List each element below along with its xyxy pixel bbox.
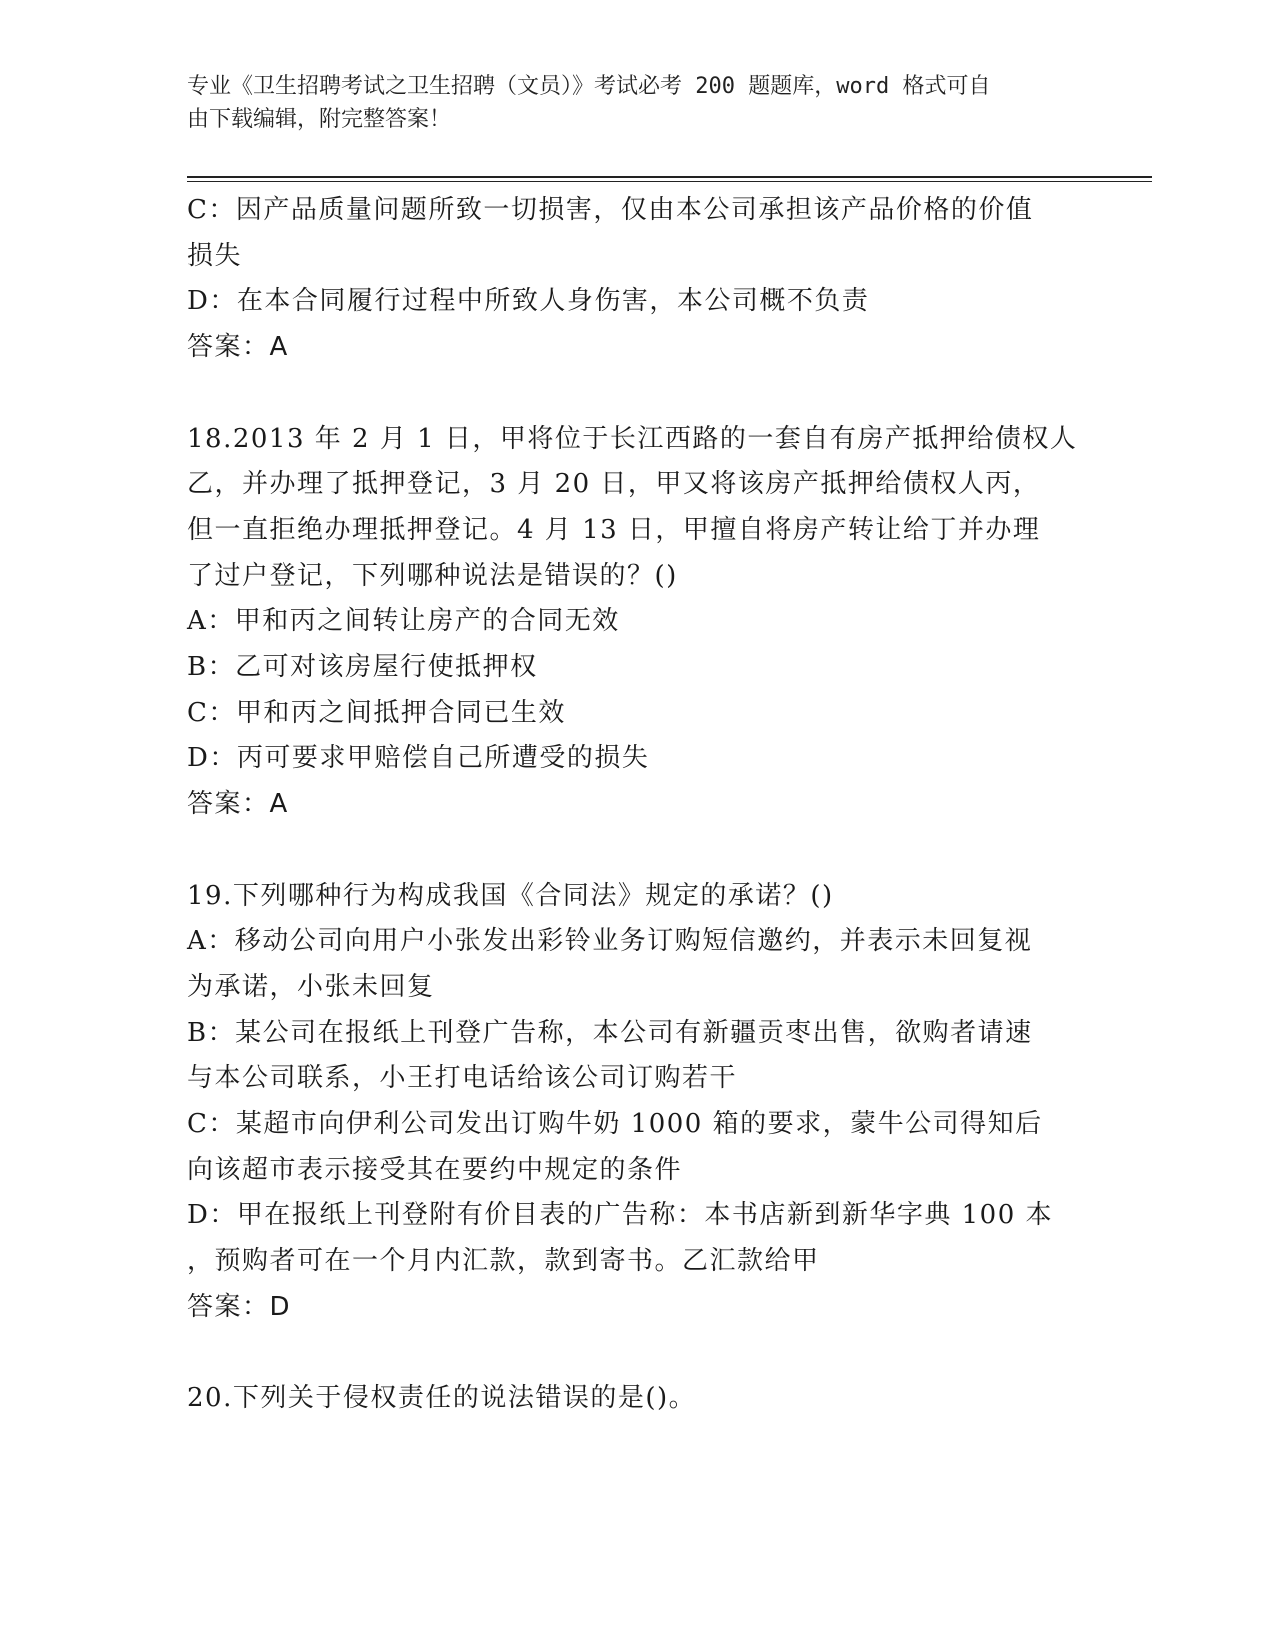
question-text: 19.下列哪种行为构成我国《合同法》规定的承诺？() [187,880,834,911]
option-c-continued: 损失 [187,240,243,271]
question-18 [187,417,1087,828]
option-d: D：在本合同履行过程中所致人身伤害，本公司概不负责 [187,286,870,317]
header-rule [187,176,1152,178]
question-text: 但一直拒绝办理抵押登记。4 月 13 日，甲擅自将房产转让给丁并办理 [187,514,1041,545]
question-19 [187,874,1087,1331]
option-a-continued: 为承诺，小张未回复 [187,971,435,1002]
answer: 答案：A [187,332,289,363]
option-c: C：因产品质量问题所致一切损害，仅由本公司承担该产品价格的价值 [187,195,1034,225]
question-text: 20.下列关于侵权责任的说法错误的是()。 [187,1383,697,1414]
question-text: 乙，并办理了抵押登记，3 月 20 日，甲又将该房产抵押给债权人丙， [187,469,1041,500]
option-b: B：某公司在报纸上刊登广告称，本公司有新疆贡枣出售，欲购者请速 [187,1017,1033,1048]
option-a: A：甲和丙之间转让房产的合同无效 [187,606,620,637]
option-d-continued: ，预购者可在一个月内汇款，款到寄书。乙汇款给甲 [187,1246,820,1277]
question-text: 18.2013 年 2 月 1 日，甲将位于长江西路的一套自有房产抵押给债权人 [187,423,1078,454]
option-b: B：乙可对该房屋行使抵押权 [187,652,538,683]
answer: 答案：D [187,1291,292,1322]
spacer [187,1331,1087,1377]
question-text: 了过户登记，下列哪种说法是错误的？() [187,560,678,591]
page-header [187,70,1087,136]
option-c: C：某超市向伊利公司发出订购牛奶 1000 箱的要求，蒙牛公司得知后 [187,1109,1043,1140]
option-a: A：移动公司向用户小张发出彩铃业务订购短信邀约，并表示未回复视 [187,926,1033,957]
question-17-tail [187,188,1087,371]
option-d: D：丙可要求甲赔偿自己所遭受的损失 [187,743,650,774]
option-c-continued: 向该超市表示接受其在要约中规定的条件 [187,1154,683,1185]
option-b-continued: 与本公司联系，小王打电话给该公司订购若干 [187,1063,738,1094]
header-line: 专业《卫生招聘考试之卫生招聘（文员）》考试必考 200 题题库，word 格式可自 [187,74,991,99]
answer: 答案：A [187,789,289,820]
spacer [187,828,1087,874]
option-c: C：甲和丙之间抵押合同已生效 [187,697,566,728]
option-d: D：甲在报纸上刊登附有价目表的广告称：本书店新到新华字典 100 本 [187,1200,1054,1231]
header-line: 由下载编辑，附完整答案！ [187,107,452,132]
header-rule [187,181,1152,182]
question-20 [187,1376,1087,1422]
document-body [187,188,1087,1422]
spacer [187,371,1087,417]
